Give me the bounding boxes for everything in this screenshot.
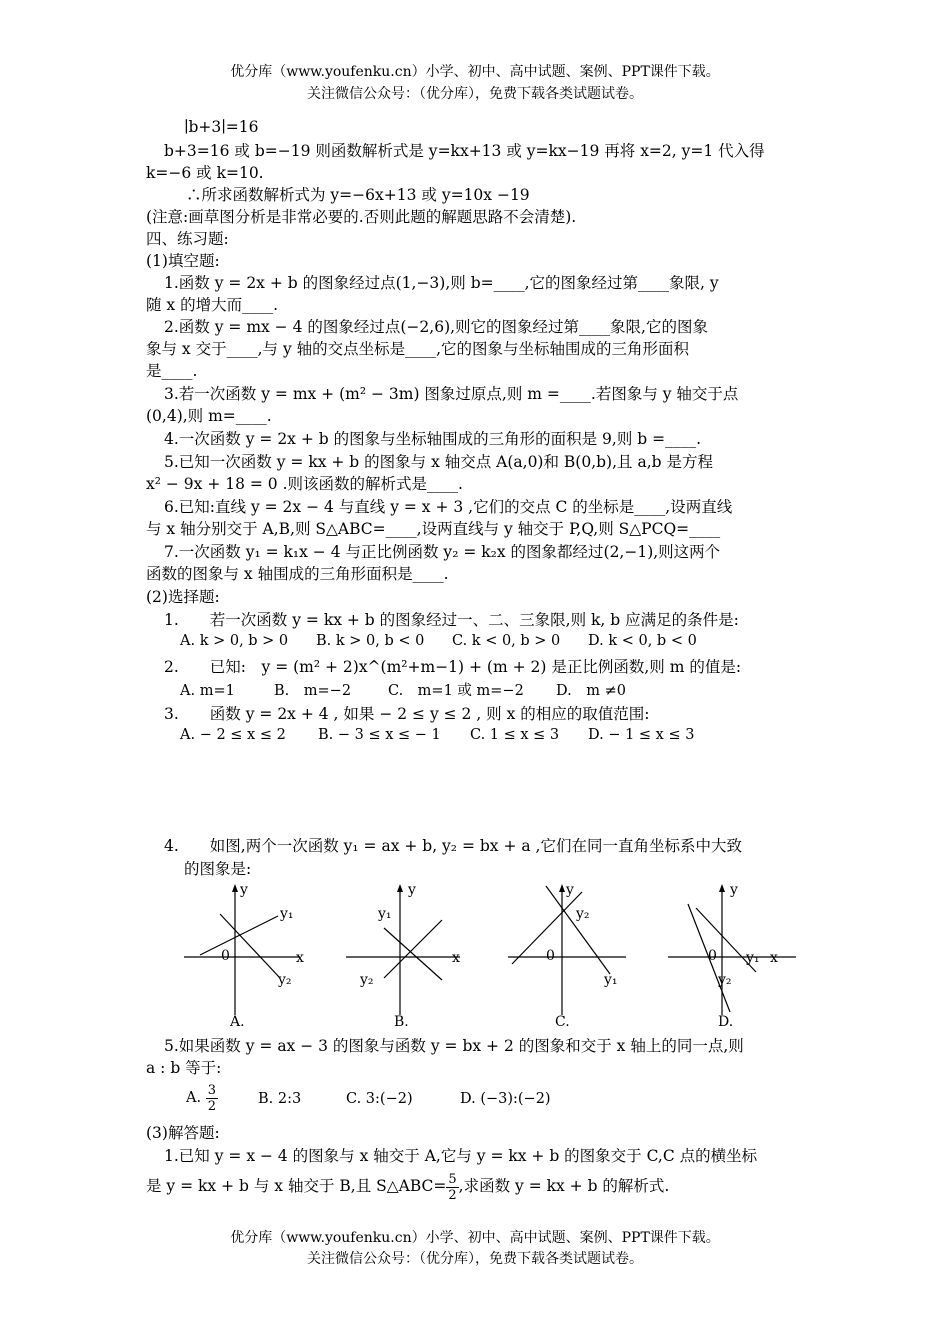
line-label: y₂ xyxy=(278,972,292,988)
graph-option-letter: B. xyxy=(394,1014,409,1030)
fill-question-7-cont: 函数的图象与 x 轴围成的三角形面积是____. xyxy=(146,565,449,583)
choice-option: D. m ≠0 xyxy=(556,683,626,699)
numerator: 5 xyxy=(448,1171,457,1187)
choice-option: C. 3:(−2) xyxy=(346,1091,413,1107)
fill-question-5-cont: x² − 9x + 18 = 0 .则该函数的解析式是____. xyxy=(146,475,463,493)
page-footer-line1: 优分库（www.youfenku.cn）小学、初中、高中试题、案例、PPT课件下载。 xyxy=(230,1230,720,1246)
choice-option: B. k > 0, b < 0 xyxy=(316,633,425,649)
fill-question-2: 2.函数 y = mx − 4 的图象经过点(−2,6),则它的图象经过第____象限,它的图象 xyxy=(164,318,708,336)
y-axis-label: y xyxy=(730,882,738,898)
choice-question-5: 5.如果函数 y = ax − 3 的图象与函数 y = bx + 2 的图象和交于 x 轴上的同一点,则 xyxy=(164,1037,744,1055)
choice-option: B. m=−2 xyxy=(274,683,352,699)
y-axis-label: y xyxy=(566,882,574,898)
choice-question-1: 1. 若一次函数 y = kx + b 的图象经过一、二、三象限,则 k, b 应满足的条件是: xyxy=(164,611,739,629)
line-y2 xyxy=(220,914,280,978)
choice-option: D. k < 0, b < 0 xyxy=(588,633,697,649)
page-footer-line2: 关注微信公众号：（优分库），免费下载各类试题试卷。 xyxy=(307,1251,643,1267)
x-axis-label: x xyxy=(296,950,304,966)
x-axis-label: x xyxy=(452,950,460,966)
numerator: 3 xyxy=(207,1082,216,1098)
line-label: y₁ xyxy=(378,906,392,922)
solution-line: b+3=16 或 b=−19 则函数解析式是 y=kx+13 或 y=kx−19 再将 x=2, y=1 代入得 xyxy=(164,142,765,160)
choice-option: B. 2:3 xyxy=(258,1091,302,1107)
fill-question-3: 3.若一次函数 y = mx + (m² − 3m) 图象过原点,则 m =____.若图象与 y 轴交于点 xyxy=(164,385,739,403)
line-label: y₁ xyxy=(280,906,294,922)
fill-question-6: 6.已知:直线 y = 2x − 4 与直线 y = x + 3 ,它们的交点 C 的坐标是____,设两直线 xyxy=(164,498,733,516)
line-label: y₂ xyxy=(360,972,374,988)
choice-option: C. k < 0, b > 0 xyxy=(452,633,561,649)
choice-option: A. k > 0, b > 0 xyxy=(180,633,289,649)
line-y1 xyxy=(384,920,442,978)
denominator: 2 xyxy=(207,1098,216,1114)
page-header-line1: 优分库（www.youfenku.cn）小学、初中、高中试题、案例、PPT课件下载。 xyxy=(230,64,720,80)
fill-question-3-cont: (0,4),则 m=____. xyxy=(146,407,272,425)
y-axis-arrow xyxy=(397,884,403,892)
graph-c xyxy=(506,880,636,1020)
y-axis-label: y xyxy=(408,882,416,898)
option-prefix: A. xyxy=(186,1090,202,1106)
fill-question-5: 5.已知一次函数 y = kx + b 的图象与 x 轴交点 A(a,0)和 B(0,b),且 a,b 是方程 xyxy=(164,453,713,471)
y-axis-arrow xyxy=(232,884,238,892)
choice-option: D. (−3):(−2) xyxy=(460,1091,551,1107)
y-axis-arrow xyxy=(719,884,725,892)
origin-label: 0 xyxy=(546,948,555,964)
graph-d xyxy=(666,880,806,1020)
solution-line: ∣b+3∣=16 xyxy=(184,118,259,136)
fill-question-6-cont: 与 x 轴分别交于 A,B,则 S△ABC=____,设两直线与 y 轴交于 P,Q,则 S△PCQ=____ xyxy=(146,520,721,538)
x-axis-label: x xyxy=(770,950,778,966)
choice-option-a xyxy=(186,1078,218,1118)
fill-question-7: 7.一次函数 y₁ = k₁x − 4 与正比例函数 y₂ = k₂x 的图象都经过(2,−1),则这两个 xyxy=(164,543,721,561)
text-segment: ,求函数 y = kx + b 的解析式. xyxy=(458,1177,670,1195)
solution-conclusion: ∴所求函数解析式为 y=−6x+13 或 y=10x −19 xyxy=(186,186,530,204)
fraction xyxy=(446,1172,458,1203)
line-y1 xyxy=(200,916,278,955)
y-axis-arrow xyxy=(559,884,565,892)
denominator: 2 xyxy=(448,1187,457,1203)
graph-option-letter: C. xyxy=(555,1014,570,1030)
graph-option-letter: D. xyxy=(718,1014,734,1030)
text-segment: 是 y = kx + b 与 x 轴交于 B,且 S△ABC= xyxy=(146,1177,447,1195)
choice-question-4: 4. 如图,两个一次函数 y₁ = ax + b, y₂ = bx + a ,它们在同一直角坐标系中大致 xyxy=(164,837,742,855)
part1-title: (1)填空题: xyxy=(146,252,220,270)
choice-option: A. m=1 xyxy=(180,683,235,699)
choice-question-2: 2. 已知: y = (m² + 2)x^(m²+m−1) + (m + 2) 是正比例函数,则 m 的值是: xyxy=(164,658,742,676)
line-label: y₂ xyxy=(576,906,590,922)
graph-option-letter: A. xyxy=(230,1014,245,1030)
answer-question-1: 1.已知 y = x − 4 的图象与 x 轴交于 A,它与 y = kx + b 的图象交于 C,C 点的横坐标 xyxy=(164,1147,758,1165)
choice-option: C. 1 ≤ x ≤ 3 xyxy=(470,727,560,743)
fill-question-2-cont: 象与 x 交于____,与 y 轴的交点坐标是____,它的图象与坐标轴围成的三角形面积 xyxy=(146,340,690,358)
part2-title: (2)选择题: xyxy=(146,588,220,606)
fill-question-2-cont: 是____. xyxy=(146,362,198,380)
origin-label: 0 xyxy=(221,948,230,964)
fill-question-4: 4.一次函数 y = 2x + b 的图象与坐标轴围成的三角形的面积是 9,则 b =____. xyxy=(164,430,702,448)
line-y2 xyxy=(384,928,442,980)
page-header-line2: 关注微信公众号：（优分库），免费下载各类试题试卷。 xyxy=(307,86,643,102)
origin-label: 0 xyxy=(708,948,717,964)
part3-title: (3)解答题: xyxy=(146,1124,220,1142)
solution-note: (注意:画草图分析是非常必要的.否则此题的解题思路不会清楚). xyxy=(146,208,577,226)
solution-line: k=−6 或 k=10. xyxy=(146,164,264,182)
answer-question-1-cont xyxy=(146,1166,669,1206)
y-axis-label: y xyxy=(240,882,248,898)
choice-option: B. − 3 ≤ x ≤ − 1 xyxy=(318,727,441,743)
line-label: y₁ xyxy=(604,972,618,988)
line-label: y₁ xyxy=(746,950,760,966)
choice-option: A. − 2 ≤ x ≤ 2 xyxy=(180,727,286,743)
choice-question-3: 3. 函数 y = 2x + 4 , 如果 − 2 ≤ y ≤ 2 , 则 x 的相应的取值范围: xyxy=(164,705,650,723)
section-title: 四、练习题: xyxy=(146,230,229,248)
fill-question-1-cont: 随 x 的增大而____. xyxy=(146,296,279,314)
choice-option: C. m=1 或 m=−2 xyxy=(388,683,524,699)
choice-option: D. − 1 ≤ x ≤ 3 xyxy=(588,727,695,743)
line-label: y₂ xyxy=(718,972,732,988)
line-y1 xyxy=(546,886,610,974)
fill-question-1: 1.函数 y = 2x + b 的图象经过点(1,−3),则 b=____,它的图象经过第____象限, y xyxy=(164,274,719,292)
fraction xyxy=(206,1083,218,1114)
choice-question-5-cont: a : b 等于: xyxy=(146,1059,222,1077)
choice-question-4-cont: 的图象是: xyxy=(184,860,252,878)
